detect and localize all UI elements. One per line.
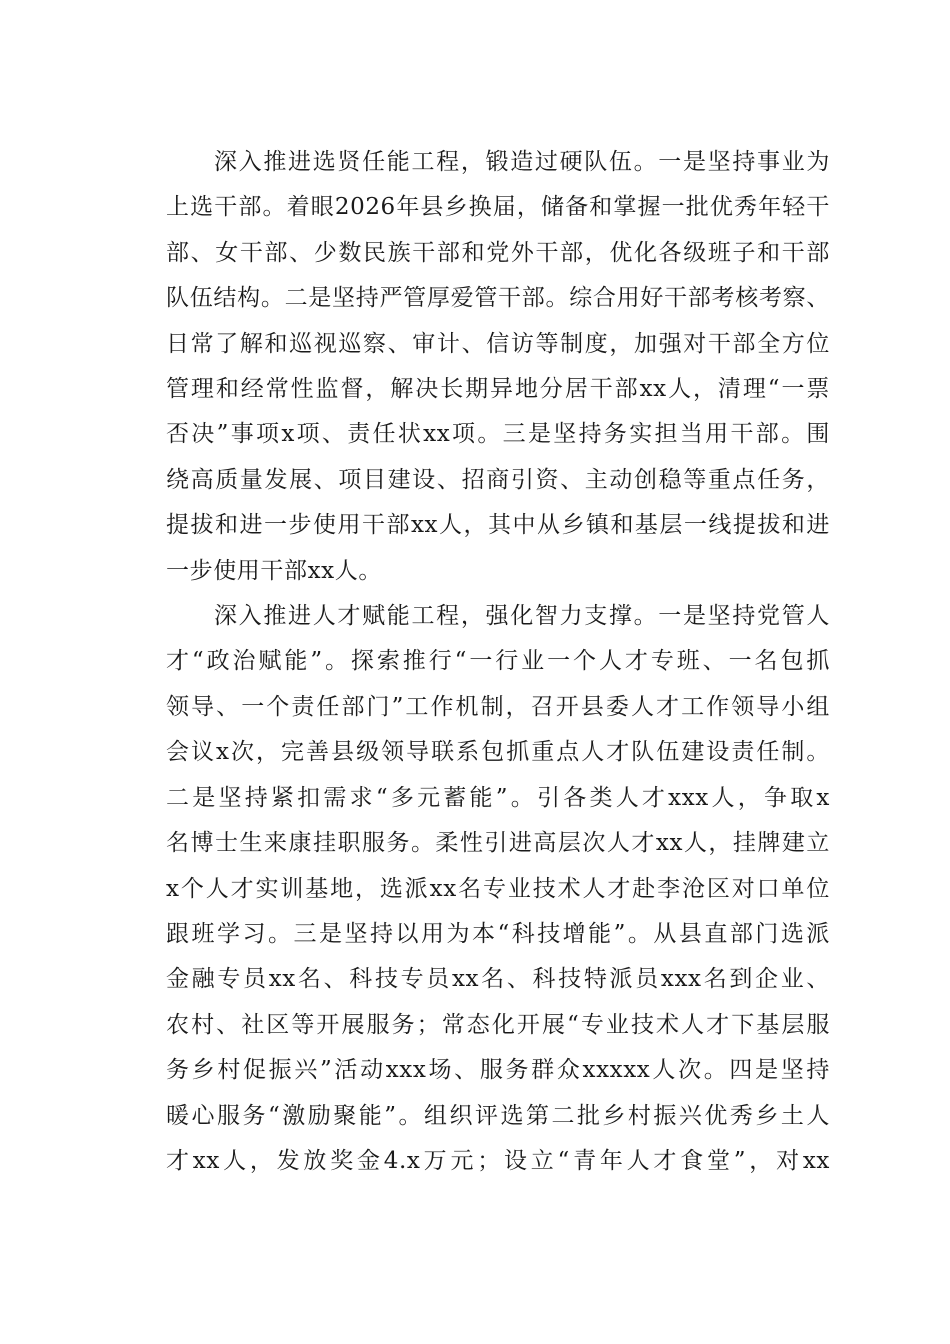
text-line: 二是坚持紧扣需求“多元蓄能”。引各类人才xxx人，争取x [166, 784, 830, 811]
text-line: 提拔和进一步使用干部xx人，其中从乡镇和基层一线提拔和进 [166, 512, 830, 539]
paragraph-talent-empowerment [118, 594, 830, 1184]
text-line: 日常了解和巡视巡察、审计、信访等制度，加强对干部全方位 [166, 330, 830, 357]
text-line: 一步使用干部xx人。 [166, 557, 382, 584]
document-body [118, 140, 830, 1184]
text-line: 暖心服务“激励聚能”。组织评选第二批乡村振兴优秀乡土人 [166, 1102, 830, 1129]
text-line: 名博士生来康挂职服务。柔性引进高层次人才xx人，挂牌建立 [166, 830, 830, 857]
text-line: 农村、社区等开展服务；常态化开展“专业技术人才下基层服 [166, 1011, 830, 1038]
text-line: 才xx人，发放奖金4.x万元；设立“青年人才食堂”，对xx [166, 1147, 830, 1174]
text-line: 绕高质量发展、项目建设、招商引资、主动创稳等重点任务， [166, 466, 830, 493]
text-line: 跟班学习。三是坚持以用为本“科技增能”。从县直部门选派 [166, 920, 830, 947]
text-line: 否决”事项x项、责任状xx项。三是坚持务实担当用干部。围 [166, 421, 830, 448]
text-line: x个人才实训基地，选派xx名专业技术人才赴李沧区对口单位 [166, 875, 830, 902]
text-line: 管理和经常性监督，解决长期异地分居干部xx人，清理“一票 [166, 376, 830, 403]
text-line: 队伍结构。二是坚持严管厚爱管干部。综合用好干部考核考察、 [166, 285, 830, 312]
text-line: 深入推进选贤任能工程，锻造过硬队伍。一是坚持事业为 [214, 149, 830, 175]
paragraph-cadre-selection [118, 140, 830, 594]
text-line: 深入推进人才赋能工程，强化智力支撑。一是坚持党管人 [214, 603, 830, 630]
text-line: 领导、一个责任部门”工作机制，召开县委人才工作领导小组 [166, 693, 830, 720]
text-line: 会议x次，完善县级领导联系包抓重点人才队伍建设责任制。 [166, 739, 830, 766]
text-line: 部、女干部、少数民族干部和党外干部，优化各级班子和干部 [166, 239, 830, 266]
text-line: 才“政治赋能”。探索推行“一行业一个人才专班、一名包抓 [166, 648, 830, 675]
text-line: 金融专员xx名、科技专员xx名、科技特派员xxx名到企业、 [166, 966, 830, 993]
text-line: 务乡村促振兴”活动xxx场、服务群众xxxxx人次。四是坚持 [166, 1057, 830, 1084]
text-line: 上选干部。着眼2026年县乡换届，储备和掌握一批优秀年轻干 [166, 194, 830, 221]
